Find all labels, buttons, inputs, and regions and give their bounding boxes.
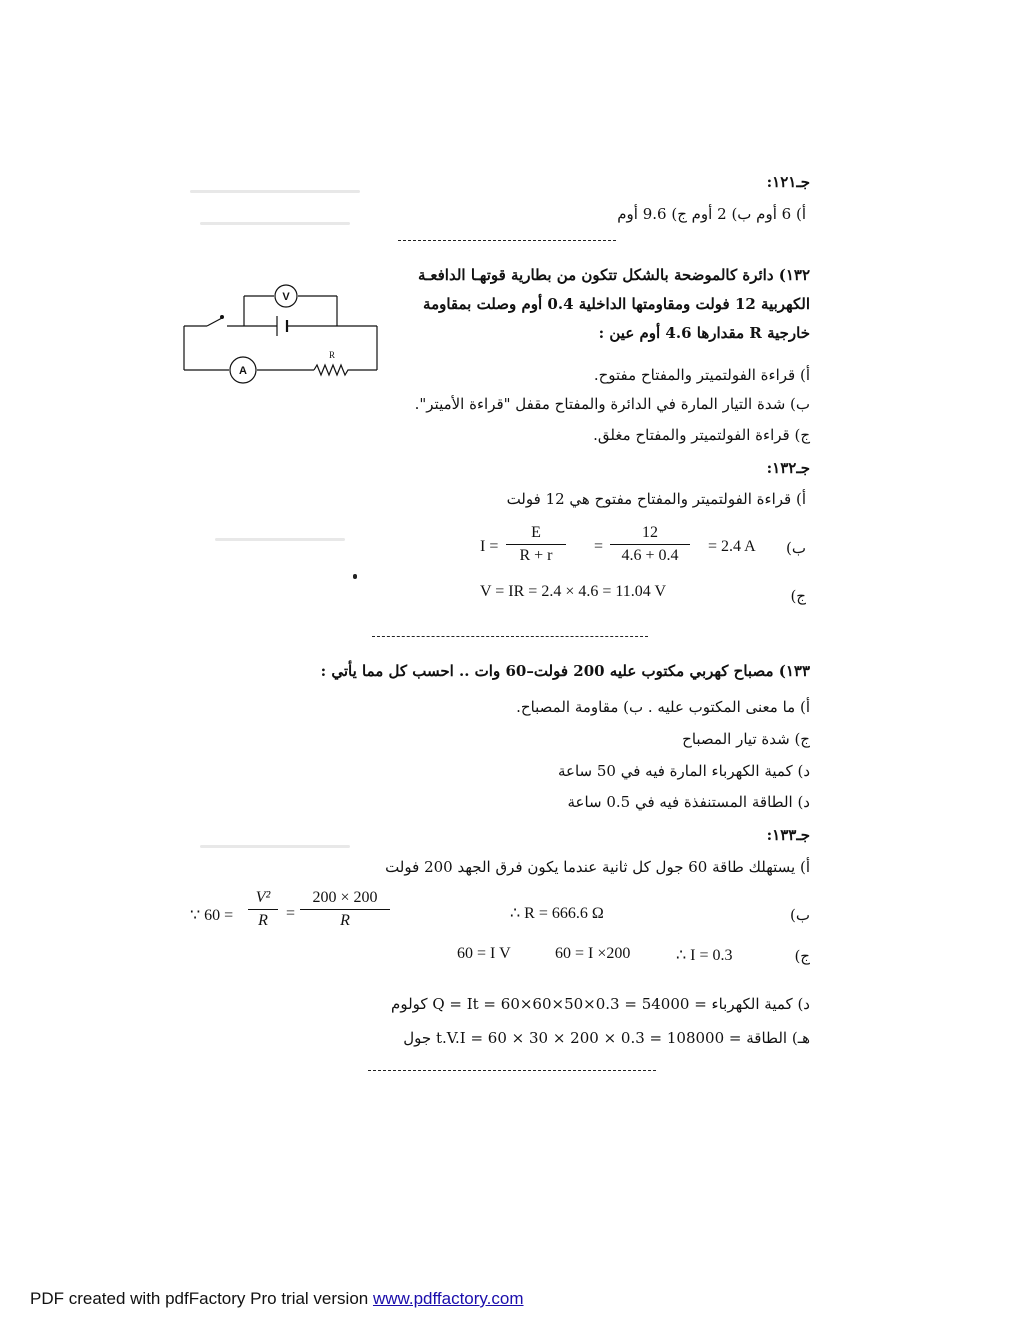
answer-132-b-result: = 2.4 A	[708, 538, 756, 555]
scan-smudge	[190, 190, 360, 193]
question-133-part-e: د) الطاقة المستنفذة فيه في 0.5 ساعة	[567, 793, 810, 811]
question-133-part-d: د) كمية الكهرباء المارة فيه في 50 ساعة	[557, 762, 810, 780]
answer-132-b-fraction-1	[506, 524, 566, 565]
answer-133-b-fraction-1	[248, 889, 278, 930]
answer-121-options: أ) 6 أوم ب) 2 أوم ج) 9.6 أوم	[617, 205, 806, 223]
question-133-part-ab: أ) ما معنى المكتوب عليه . ب) مقاومة المصباح.	[516, 698, 810, 716]
answer-132-b-fraction-2	[610, 524, 690, 565]
scan-smudge	[200, 222, 350, 225]
question-132-line3: خارجية R مقدارها 4.6 أوم عين :	[598, 324, 810, 342]
answer-132-part-b-label: ب)	[786, 539, 806, 557]
fraction-numerator: 200 × 200	[300, 889, 390, 910]
answer-133-b-fraction-2	[300, 889, 390, 930]
fraction-denominator: 4.6 + 0.4	[621, 547, 679, 564]
separator	[372, 636, 648, 637]
resistor-label: R	[328, 350, 336, 360]
answer-132-part-a: أ) قراءة الفولتميتر والمفتاح مفتوح هي 12 فولت	[506, 490, 806, 508]
answer-132-part-c-label: ج)	[790, 587, 806, 605]
answer-132-header: جـ١٣٢:	[766, 459, 810, 477]
ammeter-label: A	[239, 365, 247, 377]
answer-133-part-e: هـ) الطاقة = t.V.I = 60 × 30 × 200 × 0.3 = 108000 جول	[403, 1029, 810, 1047]
fraction-denominator: R + r	[519, 547, 553, 564]
circuit-diagram	[182, 284, 382, 384]
question-132-line1: ١٣٢) دائرة كالموضحة بالشكل تتكون من بطارية قوتهـا الدافعـة	[417, 266, 810, 284]
answer-133-part-b-label: ب)	[790, 906, 810, 924]
answer-133-part-c-label: ج)	[794, 947, 810, 965]
answer-133-b-lhs: ∵ 60 =	[190, 907, 234, 924]
fraction-denominator: R	[258, 912, 268, 929]
scan-dot	[353, 574, 357, 579]
fraction-numerator: V²	[248, 889, 278, 910]
answer-133-c-eq3: ∴ I = 0.3	[676, 947, 733, 964]
question-133-line1: ١٣٣) مصباح كهربي مكتوب عليه 200 فولت–60 وات .. احسب كل مما يأتي :	[320, 662, 810, 680]
answer-133-part-d: د) كمية الكهرباء = Q = It = 60×60×50×0.3 = 54000 كولوم	[391, 995, 810, 1013]
scan-smudge	[215, 538, 345, 541]
question-133-part-c: ج) شدة تيار المصباح	[682, 730, 810, 748]
switch-contact	[220, 315, 224, 319]
answer-132-c-equation: V = IR = 2.4 × 4.6 = 11.04 V	[480, 583, 667, 600]
answer-121-header: جـ١٢١:	[766, 173, 810, 191]
question-132-part-c: ج) قراءة الفولتميتر والمفتاح مغلق.	[593, 426, 810, 444]
answer-132-b-equals: =	[594, 538, 604, 555]
scan-smudge	[200, 845, 350, 848]
fraction-numerator: 12	[610, 524, 690, 545]
answer-133-c-eq2: 60 = I ×200	[555, 945, 631, 962]
fraction-denominator: R	[340, 912, 350, 929]
question-132-part-a: أ) قراءة الفولتميتر والمفتاح مفتوح.	[593, 366, 810, 384]
separator	[368, 1070, 656, 1071]
footer-link[interactable]: www.pdffactory.com	[372, 1289, 524, 1308]
answer-133-header: جـ١٣٣:	[766, 826, 810, 844]
fraction-numerator: E	[506, 524, 566, 545]
separator	[398, 240, 616, 241]
answer-132-b-lhs: I =	[480, 538, 499, 555]
answer-133-b-equals: =	[286, 905, 296, 922]
pdf-footer	[30, 1289, 524, 1309]
question-132-line2: الكهربية 12 فولت ومقاومتها الداخلية 0.4 أوم وصلت بمقاومة	[423, 295, 810, 313]
question-132-part-b: ب) شدة التيار المارة في الدائرة والمفتاح مقفل "قراءة الأميتر".	[414, 395, 810, 413]
footer-text: PDF created with pdfFactory Pro trial version	[30, 1289, 373, 1308]
answer-133-c-eq1: 60 = I V	[457, 945, 511, 962]
answer-133-b-result: ∴ R = 666.6 Ω	[510, 905, 604, 922]
voltmeter-label: V	[282, 291, 290, 303]
answer-133-part-a: أ) يستهلك طاقة 60 جول كل ثانية عندما يكون فرق الجهد 200 فولت	[385, 858, 810, 876]
